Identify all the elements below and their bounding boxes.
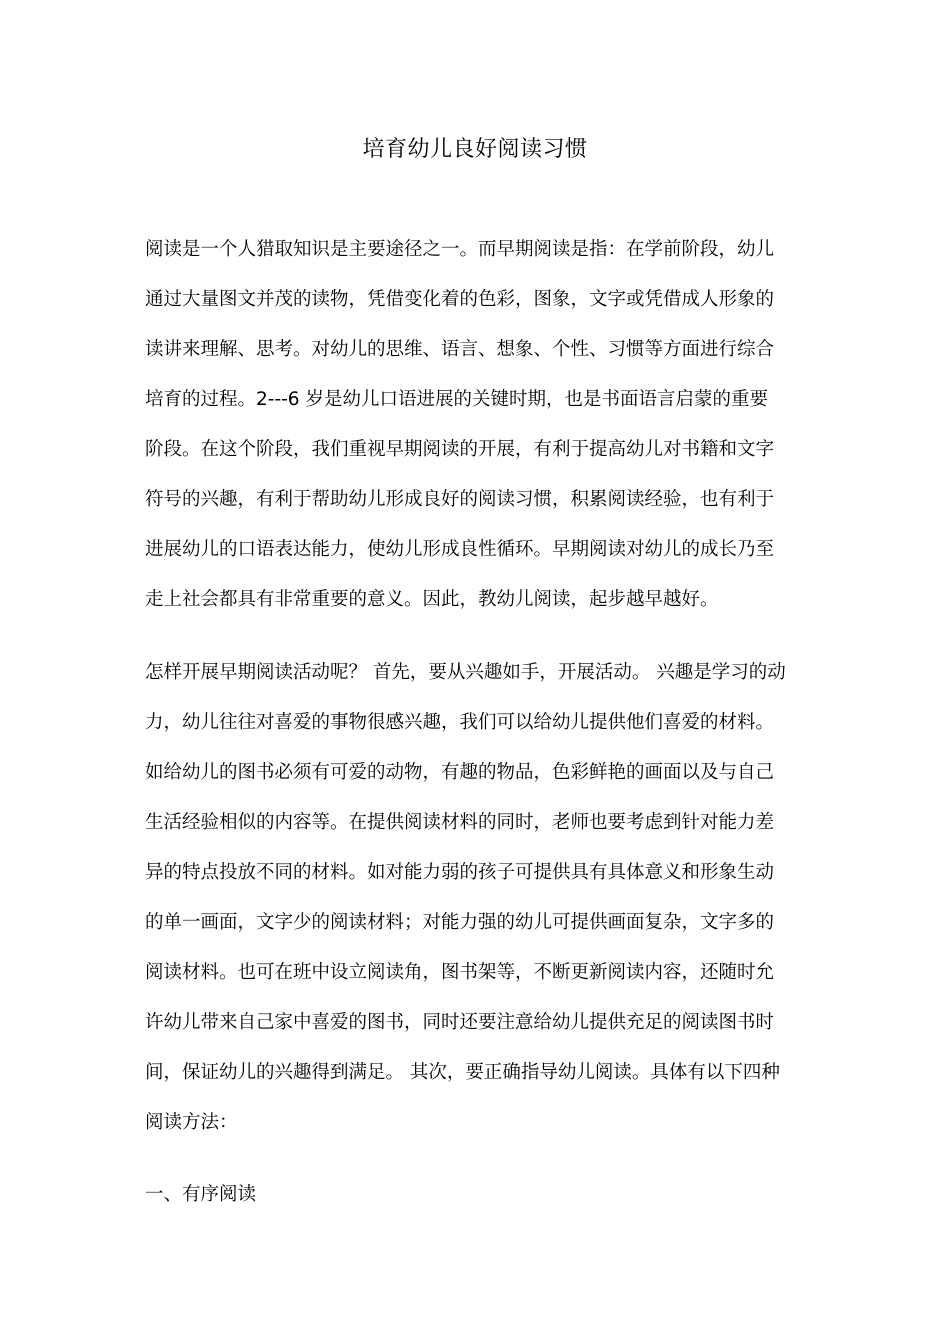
text-line: 异的特点投放不同的材料。如对能力弱的孩子可提供具有具体意义和形象生动 bbox=[145, 862, 775, 883]
text-line: 许幼儿带来自己家中喜爱的图书，同时还要注意给幼儿提供充足的阅读图书时 bbox=[145, 1012, 775, 1033]
text-line: 力，幼儿往往对喜爱的事物很感兴趣，我们可以给幼儿提供他们喜爱的材料。 bbox=[145, 712, 775, 733]
section-heading: 一、有序阅读 bbox=[145, 1184, 257, 1205]
text-line: 阶段。在这个阶段，我们重视早期阅读的开展，有利于提高幼儿对书籍和文字 bbox=[145, 439, 775, 460]
text-line: 怎样开展早期阅读活动呢？ 首先，要从兴趣如手，开展活动。 兴趣是学习的动 bbox=[145, 662, 786, 683]
text-line: 进展幼儿的口语表达能力，使幼儿形成良性循环。早期阅读对幼儿的成长乃至 bbox=[145, 539, 775, 560]
text-line: 阅读材料。也可在班中设立阅读角，图书架等，不断更新阅读内容，还随时允 bbox=[145, 962, 775, 983]
text-line: 的单一画面，文字少的阅读材料；对能力强的幼儿可提供画面复杂，文字多的 bbox=[145, 912, 775, 933]
paragraph-1 bbox=[145, 225, 815, 625]
text-line: 如给幼儿的图书必须有可爱的动物，有趣的物品，色彩鲜艳的画面以及与自己 bbox=[145, 762, 775, 783]
text-line: 通过大量图文并茂的读物，凭借变化着的色彩，图象，文字或凭借成人形象的 bbox=[145, 289, 775, 310]
text-line: 走上社会都具有非常重要的意义。因此，教幼儿阅读，起步越早越好。 bbox=[145, 589, 719, 610]
text-line: 阅读方法： bbox=[145, 1112, 238, 1133]
document-title: 培育幼儿良好阅读习惯 bbox=[362, 137, 588, 162]
text-line: 符号的兴趣，有利于帮助幼儿形成良好的阅读习惯，积累阅读经验，也有利于 bbox=[145, 489, 775, 510]
text-line: 间，保证幼儿的兴趣得到满足。 其次，要正确指导幼儿阅读。具体有以下四种 bbox=[145, 1062, 780, 1083]
text-line: 读讲来理解、思考。对幼儿的思维、语言、想象、个性、习惯等方面进行综合 bbox=[145, 339, 775, 360]
text-line: 培育的过程。2---6 岁是幼儿口语进展的关键时期，也是书面语言启蒙的重要 bbox=[145, 389, 768, 410]
paragraph-2 bbox=[145, 648, 815, 1148]
text-line: 生活经验相似的内容等。在提供阅读材料的同时，老师也要考虑到针对能力差 bbox=[145, 812, 775, 833]
text-line: 阅读是一个人猎取知识是主要途径之一。而早期阅读是指：在学前阶段，幼儿 bbox=[145, 239, 775, 260]
